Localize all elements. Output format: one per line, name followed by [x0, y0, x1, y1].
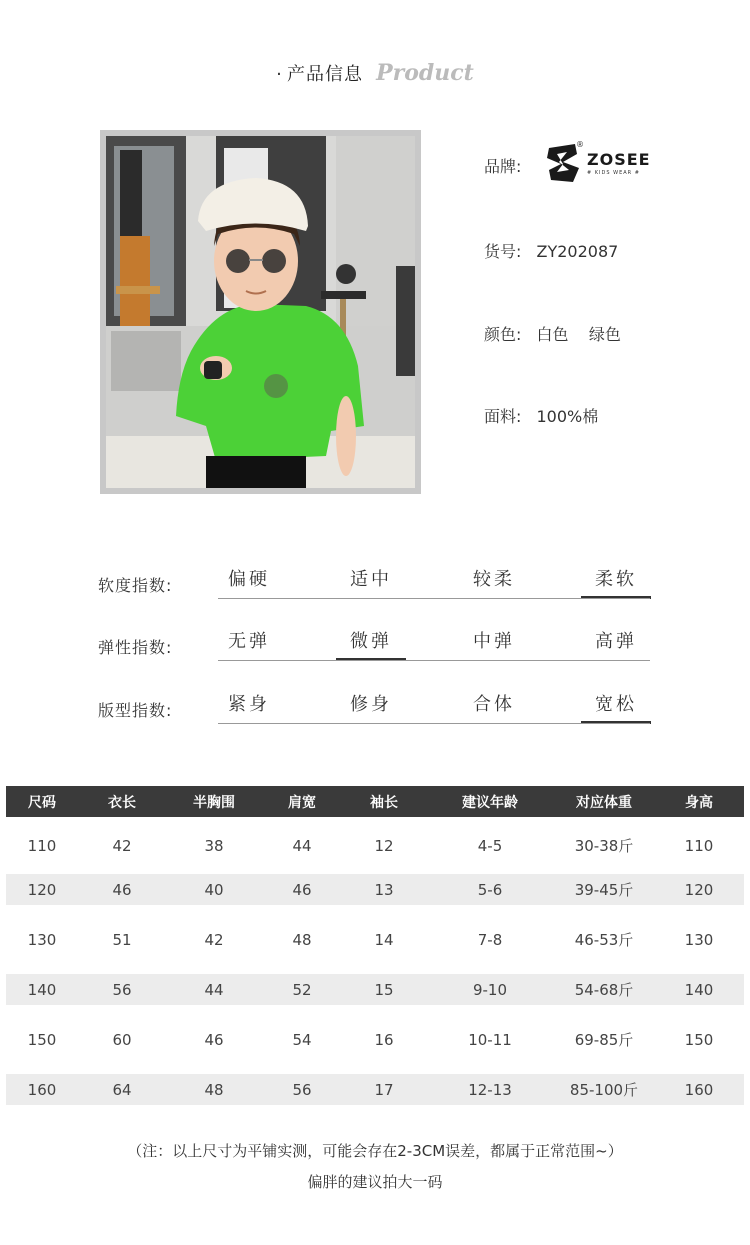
info-row-color	[484, 322, 621, 345]
table-cell: 42	[112, 836, 132, 855]
table-cell: 14	[374, 930, 394, 949]
table-cell: 60	[112, 1030, 132, 1049]
column-header: 建议年龄	[426, 786, 554, 817]
index-line	[218, 723, 650, 724]
table-cell: 150	[684, 1030, 714, 1049]
brand-sub: # KIDS WEAR #	[587, 170, 640, 176]
table-cell: 7-8	[477, 930, 503, 949]
fit-index	[98, 690, 658, 730]
size-advice: 偏胖的建议拍大一码	[307, 1173, 443, 1191]
size-note: （注：以上尺寸为平铺实测，可能会存在2-3CM误差，都属于正常范围~）	[127, 1142, 623, 1160]
info-label: 面料:	[484, 407, 522, 426]
header-title-en: Product	[376, 60, 474, 86]
brand-row	[484, 154, 531, 177]
table-cell: 12	[374, 836, 394, 855]
table-row	[6, 817, 744, 874]
index-option: 修身	[350, 694, 392, 715]
table-cell: 12-13	[426, 1074, 554, 1105]
column-header: 衣长	[78, 786, 166, 817]
column-header: 对应体重	[554, 786, 654, 817]
index-option: 中弹	[473, 631, 515, 652]
index-option-selected: 柔软	[581, 565, 651, 591]
table-cell: 110	[27, 836, 57, 855]
index-label: 版型指数:	[98, 701, 173, 720]
table-cell: 46	[78, 874, 166, 905]
table-cell: 54	[292, 1030, 312, 1049]
index-label: 弹性指数:	[98, 638, 173, 657]
info-row-fabric	[484, 404, 598, 427]
table-cell: 39-45斤	[554, 874, 654, 905]
table-cell: 48	[166, 1074, 262, 1105]
table-cell: 42	[204, 930, 224, 949]
info-label: 颜色:	[484, 325, 522, 344]
table-cell: 15	[342, 974, 426, 1005]
table-cell: 150	[27, 1030, 57, 1049]
index-option-selected: 宽松	[581, 690, 651, 716]
index-option: 适中	[350, 569, 392, 590]
table-row	[6, 874, 744, 905]
table-cell: 44	[292, 836, 312, 855]
table-cell: 17	[342, 1074, 426, 1105]
table-cell: 120	[654, 874, 744, 905]
table-cell: 140	[654, 974, 744, 1005]
header-title-cn: 产品信息	[286, 64, 363, 85]
index-line	[218, 598, 650, 599]
info-value: 100%棉	[536, 407, 599, 426]
index-option: 无弹	[228, 631, 270, 652]
product-photo-illustration	[106, 136, 415, 488]
elasticity-index	[98, 627, 658, 667]
table-row	[6, 905, 744, 974]
brand-label: 品牌:	[484, 157, 522, 176]
info-value: 白色 绿色	[536, 325, 621, 344]
table-cell: 44	[166, 974, 262, 1005]
column-header: 身高	[654, 786, 744, 817]
section-header	[0, 60, 750, 86]
table-cell: 40	[166, 874, 262, 905]
index-option-selected: 微弹	[336, 627, 406, 653]
softness-index	[98, 565, 658, 605]
table-row	[6, 1005, 744, 1074]
column-header: 袖长	[342, 786, 426, 817]
table-cell: 130	[27, 930, 57, 949]
table-cell: 48	[292, 930, 312, 949]
table-cell: 38	[204, 836, 224, 855]
table-row	[6, 1074, 744, 1105]
table-cell: 30-38斤	[574, 837, 634, 855]
table-row	[6, 974, 744, 1005]
product-photo	[106, 136, 415, 488]
table-cell: 54-68斤	[554, 974, 654, 1005]
brand-reg-mark: ®	[576, 140, 584, 149]
table-cell: 140	[6, 974, 78, 1005]
table-cell: 13	[342, 874, 426, 905]
table-cell: 56	[78, 974, 166, 1005]
brand-name: ZOSEE	[587, 150, 651, 169]
column-header: 肩宽	[262, 786, 342, 817]
info-value: ZY202087	[536, 242, 619, 261]
index-option: 合体	[473, 694, 515, 715]
table-cell: 51	[112, 930, 132, 949]
column-header: 半胸围	[166, 786, 262, 817]
header-dot: ·	[276, 64, 282, 85]
index-option: 高弹	[595, 631, 637, 652]
table-cell: 9-10	[426, 974, 554, 1005]
table-cell: 46-53斤	[574, 931, 634, 949]
table-cell: 110	[684, 836, 714, 855]
table-cell: 46	[204, 1030, 224, 1049]
index-option: 紧身	[228, 694, 270, 715]
info-row-item-no	[484, 239, 618, 262]
info-label: 货号:	[484, 242, 522, 261]
index-option: 偏硬	[228, 569, 270, 590]
table-cell: 120	[6, 874, 78, 905]
column-header: 尺码	[6, 786, 78, 817]
table-cell: 130	[684, 930, 714, 949]
table-cell: 5-6	[426, 874, 554, 905]
table-cell: 16	[374, 1030, 394, 1049]
table-cell: 4-5	[477, 836, 503, 855]
size-table-header	[6, 786, 744, 817]
index-label: 软度指数:	[98, 576, 173, 595]
brand-logo	[545, 142, 651, 184]
index-line	[218, 660, 650, 661]
table-cell: 46	[262, 874, 342, 905]
table-cell: 52	[262, 974, 342, 1005]
table-cell: 56	[262, 1074, 342, 1105]
table-cell: 69-85斤	[574, 1031, 634, 1049]
table-cell: 85-100斤	[554, 1074, 654, 1105]
table-cell: 160	[654, 1074, 744, 1105]
table-cell: 160	[6, 1074, 78, 1105]
product-photo-frame	[100, 130, 421, 494]
size-table	[6, 786, 744, 1105]
table-cell: 10-11	[468, 1030, 512, 1049]
brand-text	[587, 150, 651, 176]
index-option: 较柔	[473, 569, 515, 590]
table-cell: 64	[78, 1074, 166, 1105]
